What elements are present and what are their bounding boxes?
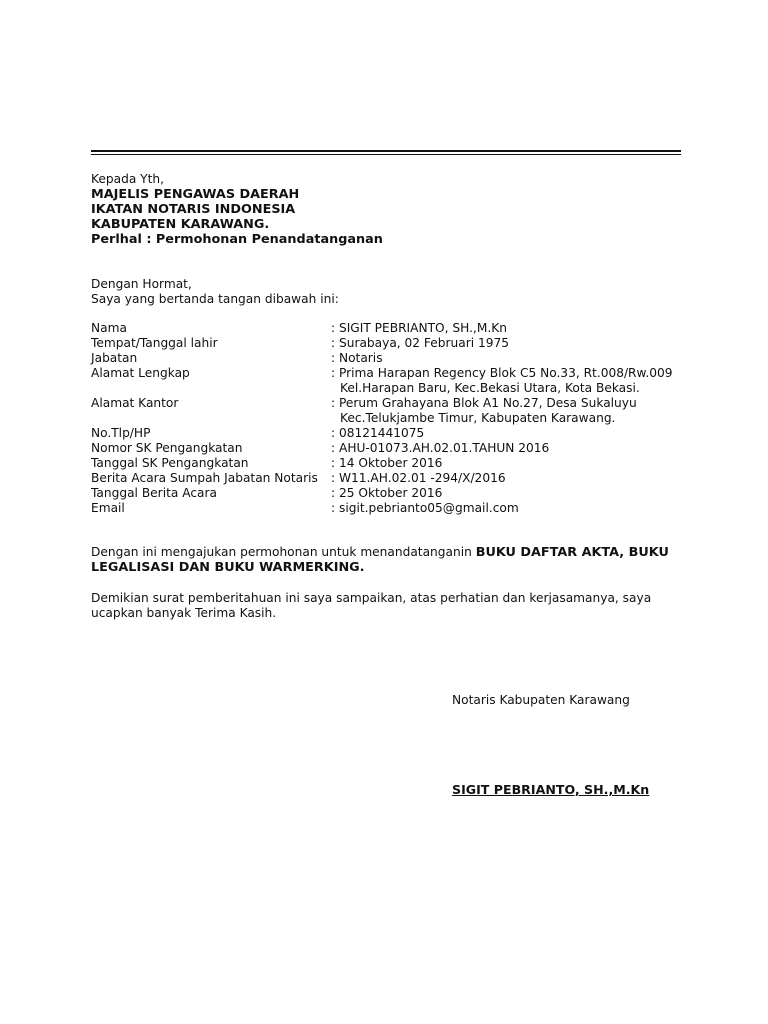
field-value: : 25 Oktober 2016 [331, 486, 443, 500]
field-value: : 08121441075 [331, 426, 425, 440]
closing-line-1: Demikian surat pemberitahuan ini saya sampaikan, atas perhatian dan kerjasamanya, saya [91, 591, 652, 605]
subject-line: Perlhal : Permohonan Penandatanganan [91, 232, 383, 247]
header-rule-thick [91, 150, 681, 152]
header-rule-thin [91, 154, 681, 155]
field-row-tanggal-berita-acara [91, 486, 768, 501]
field-row-nomor-sk [91, 441, 768, 456]
recipient-line-1: MAJELIS PENGAWAS DAERAH [91, 187, 300, 202]
field-row-tempat-tanggal-lahir [91, 336, 768, 351]
signature-title: Notaris Kabupaten Karawang [452, 693, 630, 707]
field-label: Alamat Kantor [91, 396, 179, 410]
field-label: Email [91, 501, 125, 515]
field-label: No.Tlp/HP [91, 426, 151, 440]
request-bold-1: BUKU DAFTAR AKTA, BUKU [475, 545, 669, 560]
field-label: Jabatan [91, 351, 138, 365]
closing-line-2: ucapkan banyak Terima Kasih. [91, 606, 277, 620]
field-continuation: Kec.Telukjambe Timur, Kabupaten Karawang. [340, 411, 616, 425]
field-label: Berita Acara Sumpah Jabatan Notaris [91, 471, 318, 485]
field-label: Nomor SK Pengangkatan [91, 441, 243, 455]
field-label: Tanggal SK Pengangkatan [91, 456, 249, 470]
field-label: Tanggal Berita Acara [91, 486, 217, 500]
greeting: Dengan Hormat, [91, 277, 192, 291]
recipient-line-3: KABUPATEN KARAWANG. [91, 217, 270, 232]
field-continuation: Kel.Harapan Baru, Kec.Bekasi Utara, Kota Bekasi. [340, 381, 640, 395]
request-paragraph-line-1 [91, 545, 669, 560]
field-row-no-tlp [91, 426, 768, 441]
field-value: : Surabaya, 02 Februari 1975 [331, 336, 510, 350]
field-row-alamat-lengkap [91, 366, 768, 381]
request-bold-2: LEGALISASI DAN BUKU WARMERKING. [91, 560, 365, 575]
field-value: : W11.AH.02.01 -294/X/2016 [331, 471, 506, 485]
field-row-nama [91, 321, 768, 336]
field-row-email [91, 501, 768, 516]
field-value: : AHU-01073.AH.02.01.TAHUN 2016 [331, 441, 550, 455]
field-row-berita-acara [91, 471, 768, 486]
recipient-line-2: IKATAN NOTARIS INDONESIA [91, 202, 296, 217]
signature-name: SIGIT PEBRIANTO, SH.,M.Kn [452, 782, 650, 797]
field-value: : sigit.pebrianto05@gmail.com [331, 501, 519, 515]
field-row-tanggal-sk [91, 456, 768, 471]
field-value: : SIGIT PEBRIANTO, SH.,M.Kn [331, 321, 507, 335]
intro-text: Saya yang bertanda tangan dibawah ini: [91, 292, 339, 306]
recipient-salutation: Kepada Yth, [91, 172, 164, 186]
field-label: Nama [91, 321, 127, 335]
field-value: : Notaris [331, 351, 383, 365]
field-row-alamat-kantor [91, 396, 768, 411]
field-value: : 14 Oktober 2016 [331, 456, 443, 470]
field-row-jabatan [91, 351, 768, 366]
field-label: Tempat/Tanggal lahir [91, 336, 218, 350]
request-text: Dengan ini mengajukan permohonan untuk menandatanganin [91, 545, 476, 559]
field-value: : Prima Harapan Regency Blok C5 No.33, Rt.008/Rw.009 [331, 366, 673, 380]
field-label: Alamat Lengkap [91, 366, 190, 380]
field-value: : Perum Grahayana Blok A1 No.27, Desa Sukaluyu [331, 396, 637, 410]
